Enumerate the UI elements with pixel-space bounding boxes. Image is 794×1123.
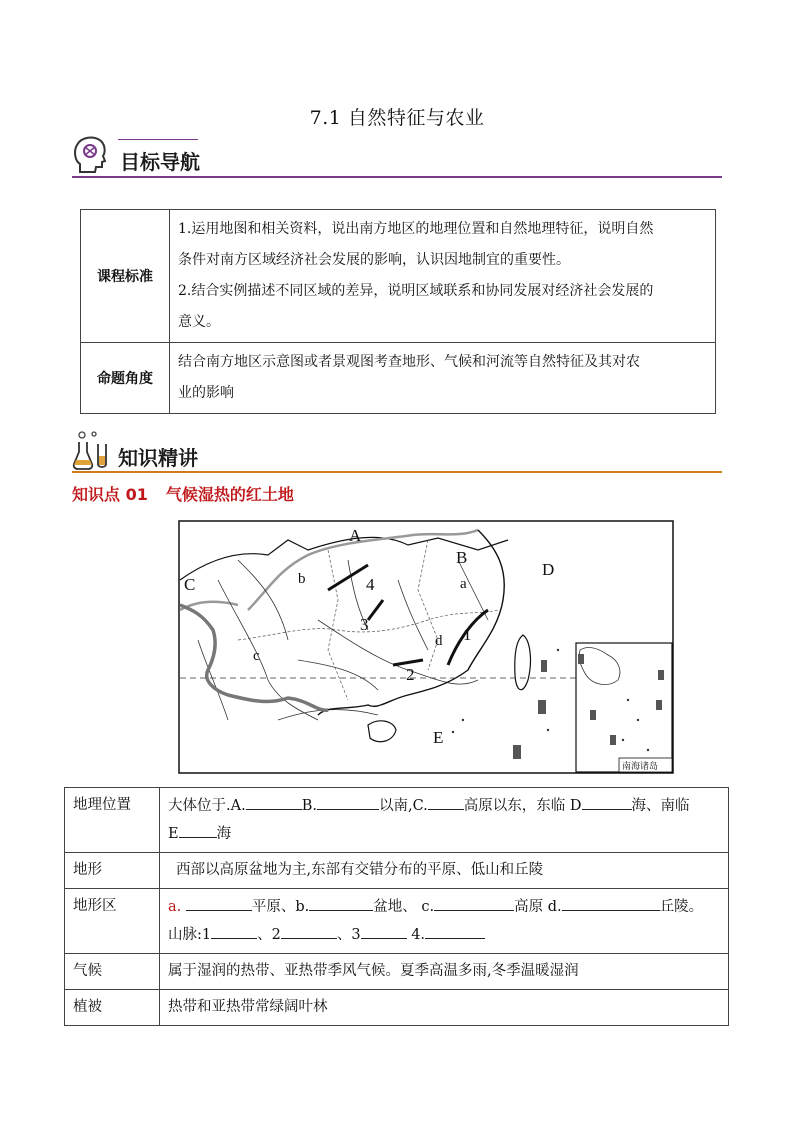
knowledge-header: [72, 430, 722, 475]
map-label-mountain-3: 3: [360, 615, 369, 634]
map-label-d: d: [435, 633, 443, 649]
table-row: [65, 954, 729, 990]
fill-blank[interactable]: [309, 893, 373, 911]
south-china-map: [178, 520, 674, 774]
row-content: a. 平原、b. 盆地、 c. 高原 d. 丘陵。 山脉:1 、2 、3 4.: [160, 889, 729, 954]
map-label-mountain-2: 2: [406, 665, 415, 684]
row-content: 大体位于.A. B. 以南,C. 高原以东，东临 D 海、南临 E 海: [160, 788, 729, 853]
row-label: 植被: [65, 990, 160, 1026]
map-label-E: E: [433, 728, 444, 747]
fill-blank[interactable]: [562, 893, 660, 911]
table-row: [81, 210, 716, 343]
row-label: 气候: [65, 954, 160, 990]
header-accent-line: [118, 139, 198, 140]
target-nav-header: [72, 132, 722, 180]
map-inset-label: 南海诸岛: [622, 762, 659, 772]
fill-blank[interactable]: [246, 792, 302, 810]
map-label-D: D: [542, 560, 555, 579]
table-row: [81, 343, 716, 414]
fill-blank[interactable]: [179, 820, 217, 838]
row-content: 热带和亚热带常绿阔叶林: [160, 990, 729, 1026]
section-title-target-nav: 目标导航: [120, 150, 200, 174]
fill-blank[interactable]: [434, 893, 514, 911]
header-underline: [72, 176, 722, 178]
header-underline: [72, 471, 722, 473]
map-label-a: a: [460, 576, 467, 592]
row-label: 地理位置: [65, 788, 160, 853]
row-content: 结合南方地区示意图或者景观图考查地形、气候和河流等自然特征及其对农 业的影响: [170, 343, 716, 414]
row-label: 地形区: [65, 889, 160, 954]
knowledge-point-heading: [72, 482, 312, 505]
map-label-B: B: [456, 548, 468, 567]
page-title: 7.1 自然特征与农业: [309, 107, 485, 129]
fill-blank[interactable]: [211, 921, 257, 939]
row-header: 课程标准: [81, 210, 170, 343]
fill-blank[interactable]: [281, 921, 337, 939]
curriculum-table: [80, 209, 716, 414]
row-header: 命题角度: [81, 343, 170, 414]
map-label-mountain-1: 1: [463, 625, 472, 644]
knowledge-point-title: 气候湿热的红土地: [165, 485, 294, 504]
map-label-b: b: [298, 571, 306, 587]
row-content: 属于湿润的热带、亚热带季风气候。夏季高温多雨,冬季温暖湿润: [160, 954, 729, 990]
fill-blank[interactable]: [317, 792, 379, 810]
fill-blank[interactable]: [425, 921, 485, 939]
map-label-mountain-4: 4: [366, 575, 375, 594]
table-row: [65, 788, 729, 853]
table-row: [65, 889, 729, 954]
section-title-knowledge: 知识精讲: [118, 446, 198, 470]
brain-head-icon: [72, 134, 108, 174]
map-label-A: A: [349, 526, 362, 545]
table-row: [65, 853, 729, 889]
fill-blank[interactable]: [361, 921, 407, 939]
row-content: 西部以高原盆地为主,东部有交错分布的平原、低山和丘陵: [160, 853, 729, 889]
fill-blank[interactable]: [582, 792, 632, 810]
map-label-C: C: [184, 575, 196, 594]
row-content: 1.运用地图和相关资料，说出南方地区的地理位置和自然地理特征，说明自然 条件对南方区域经济社会发展的影响，认识因地制宜的重要性。 2.结合实例描述不同区域的差异，说明区域联系和协同发展对经济社会发展的 意义。: [170, 210, 716, 343]
table-row: [65, 990, 729, 1026]
map-label-c: c: [253, 648, 260, 664]
knowledge-table: [64, 787, 729, 1026]
lab-flask-icon: [72, 430, 112, 470]
fill-blank[interactable]: [186, 893, 252, 911]
knowledge-point-number: 知识点 01: [72, 485, 148, 504]
fill-blank[interactable]: [428, 792, 464, 810]
row-label: 地形: [65, 853, 160, 889]
